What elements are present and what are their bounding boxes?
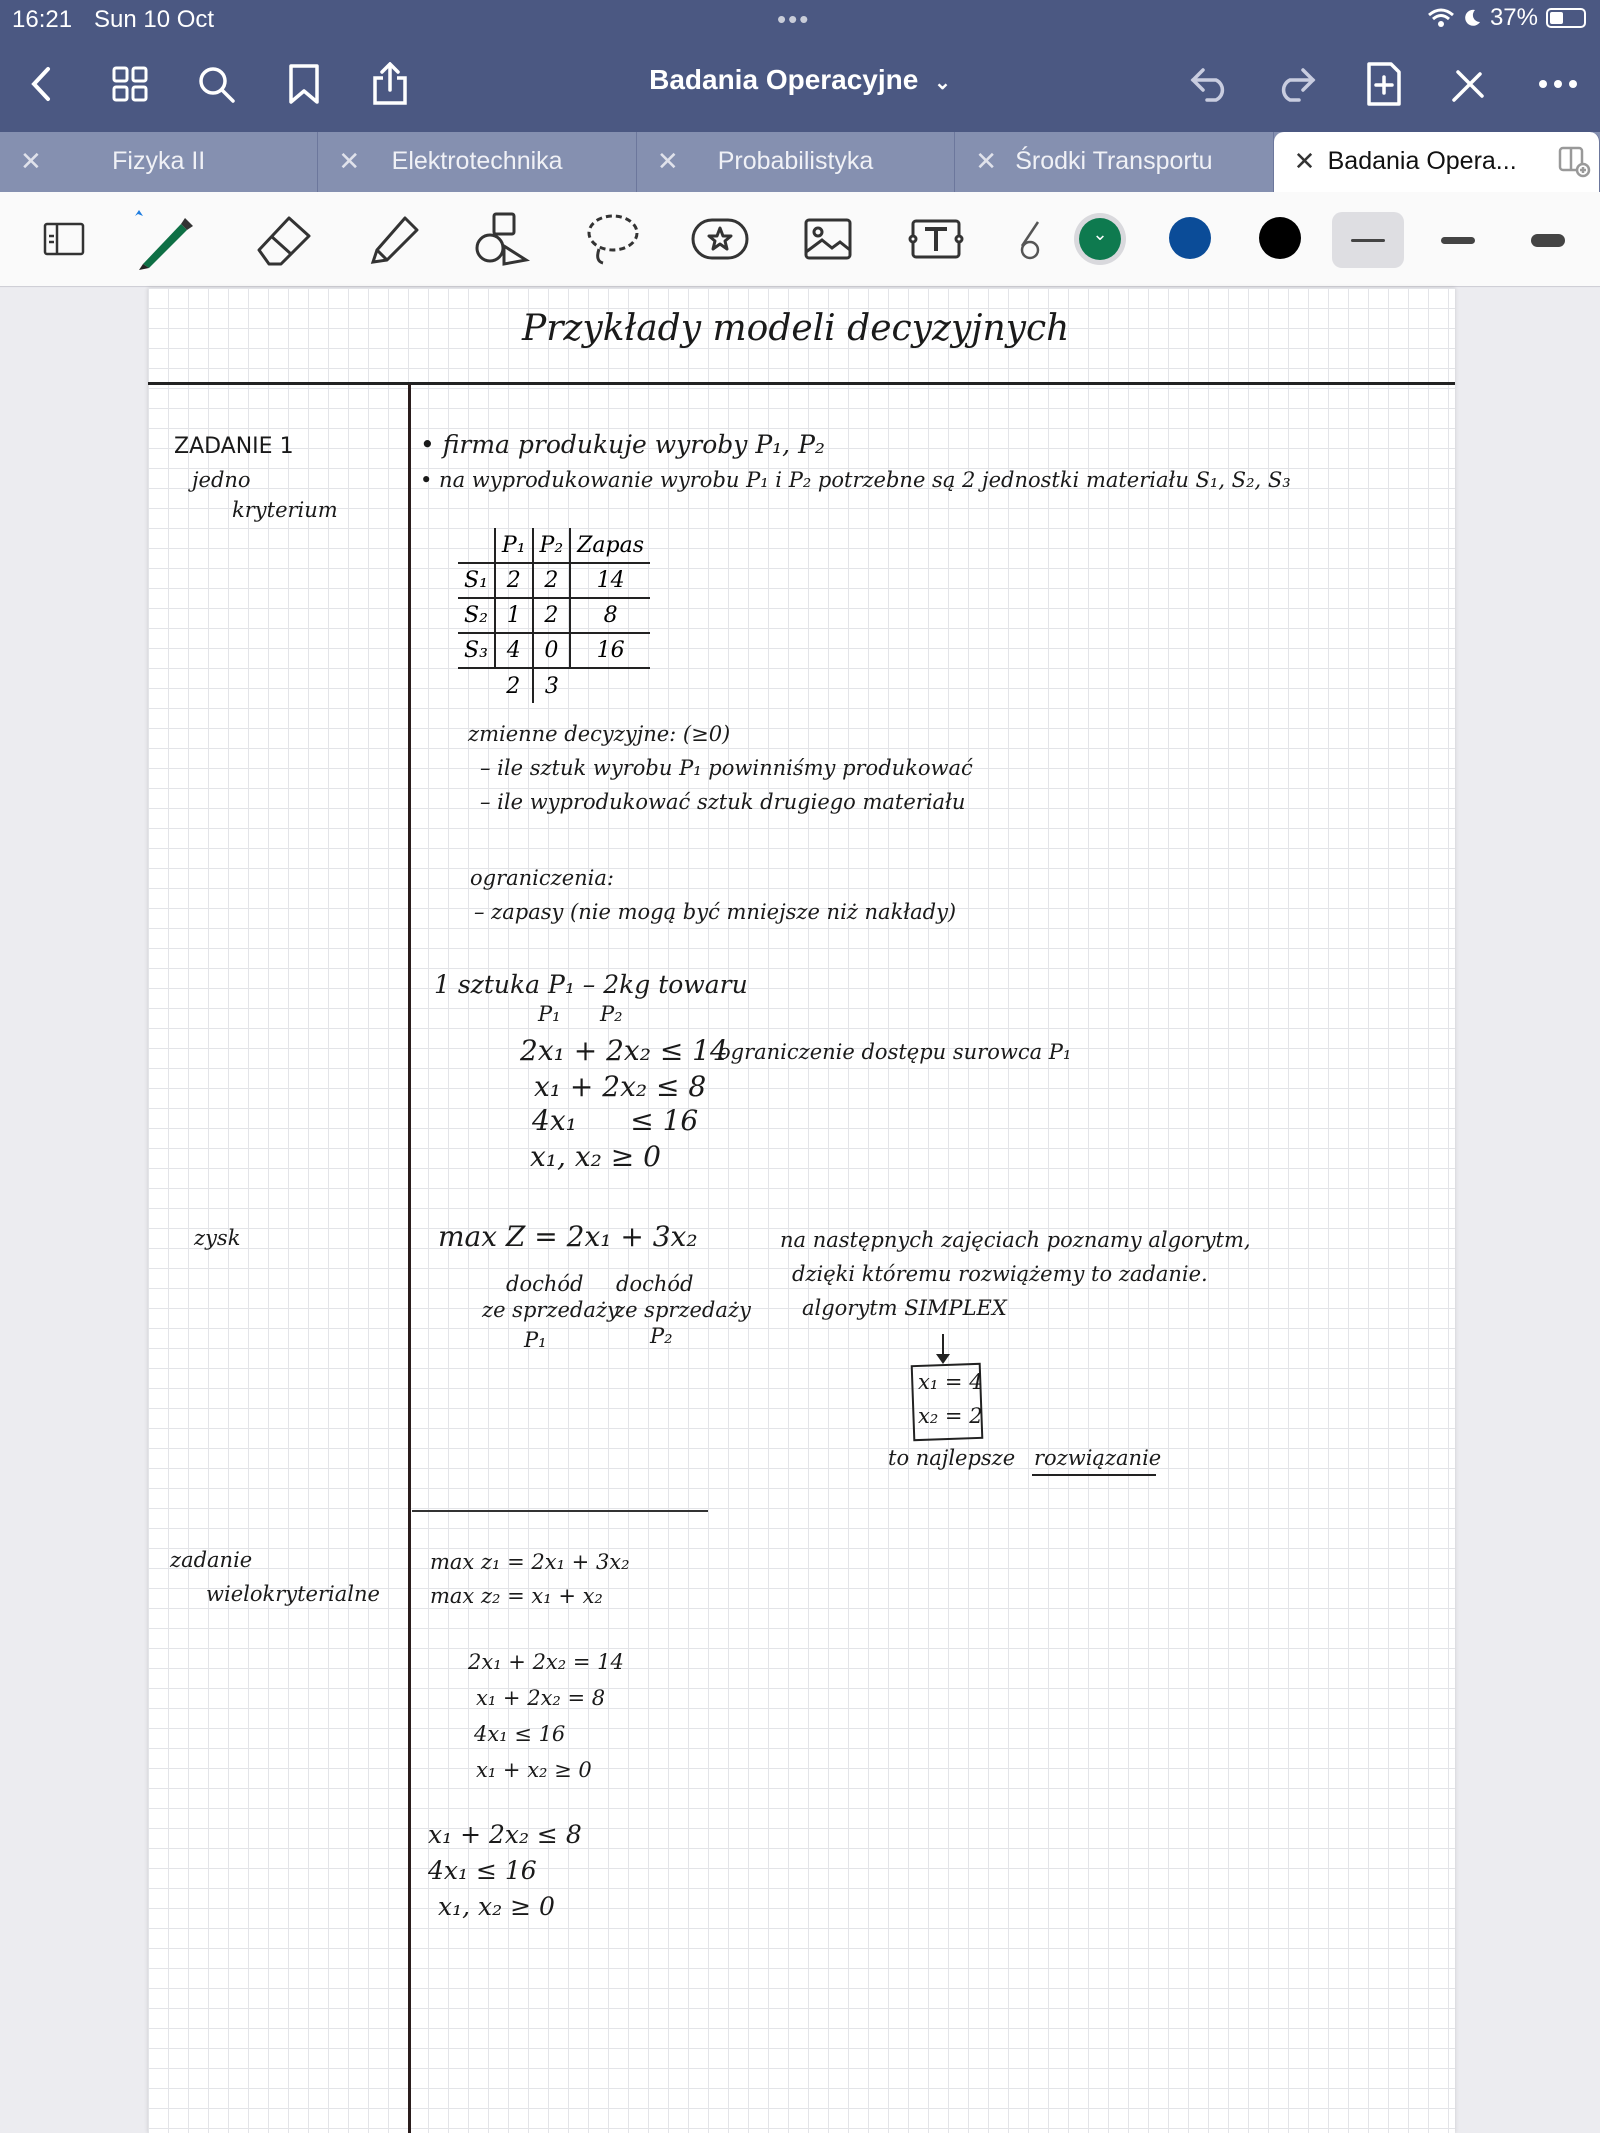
chevron-down-icon: ⌄ [1092,224,1108,244]
laser-pointer-icon[interactable] [1010,206,1046,272]
decision-line-2: – ile wyprodukować sztuk drugiego materiału [480,790,966,814]
stroke-thick-option[interactable] [1512,212,1584,268]
multi-extra-2: 4x₁ ≤ 16 [428,1856,537,1885]
top-bar [0,0,1600,135]
document-title[interactable]: Badania Operacyjne ⌄ [649,64,951,95]
pen-off-icon[interactable] [1446,60,1494,108]
solution-x2: x₂ = 2 [918,1404,983,1428]
lasso-tool-icon[interactable] [576,206,648,272]
tab-srodki-transportu[interactable]: ✕ Środki Transportu [955,132,1273,192]
status-bar [0,0,1600,40]
income-p2-a: dochód [616,1272,694,1296]
constraints-head: ograniczenia: [470,866,614,890]
decision-head: zmienne decyzyjne: (≥0) [468,722,731,746]
image-tool-icon[interactable] [792,206,864,272]
undo-icon[interactable] [1186,60,1234,108]
best-solution-b: rozwiązanie [1034,1446,1162,1470]
tab-bar [0,132,1600,192]
income-p1-b: ze sprzedaży [482,1298,619,1322]
split-view-icon[interactable] [1557,144,1591,185]
solution-x1: x₁ = 4 [918,1370,983,1394]
multitasking-dots-icon[interactable]: ••• [777,4,811,34]
tab-probabilistyka[interactable]: ✕ Probabilistyka [637,132,955,192]
multi-extra-1: x₁ + 2x₂ ≤ 8 [428,1820,582,1849]
grid-view-icon[interactable] [106,60,154,108]
equation-1: 2x₁ + 2x₂ ≤ 14 [520,1034,728,1067]
battery-icon [1546,8,1586,28]
objective-function: max Z = 2x₁ + 3x₂ [438,1220,698,1253]
simplex-note-2: dzięki któremu rozwiążemy to zadanie. [792,1262,1208,1286]
shapes-tool-icon[interactable] [466,206,538,272]
color-black-swatch[interactable] [1259,217,1301,259]
table-row: 2 3 [458,668,650,703]
battery-percent: 37% [1489,4,1538,31]
simplex-note-3: algorytm SIMPLEX [802,1296,1007,1320]
constraints-line-1: – zapasy (nie mogą być mniejsze niż nakłady) [474,900,957,924]
tab-badania-operacyjne[interactable]: ✕ Badania Opera... [1274,132,1600,192]
highlighter-tool-icon[interactable] [358,206,430,272]
stroke-medium-option[interactable] [1422,212,1494,268]
sticker-tool-icon[interactable] [684,206,756,272]
equation-1-note: ograniczenie dostępu surowca P₁ [718,1040,1072,1064]
status-time: 16:21 [12,6,73,33]
margin-line [408,384,411,2133]
close-tab-icon[interactable]: ✕ [338,146,361,176]
status-right [1428,4,1586,32]
best-solution-a: to najlepsze [888,1446,1016,1470]
bookmark-icon[interactable] [280,60,328,108]
multi-extra-3: x₁, x₂ ≥ 0 [438,1892,555,1921]
moon-icon [1462,8,1482,28]
table-row: S₃ 4 0 16 [458,633,650,668]
close-tab-icon[interactable]: ✕ [975,146,998,176]
task1-sub1: jedno [192,468,251,492]
eraser-tool-icon[interactable] [248,206,320,272]
income-p2-c: P₂ [650,1324,673,1348]
income-p1-c: P₁ [524,1328,547,1352]
note-page[interactable] [148,288,1455,2133]
stroke-thin-option[interactable] [1332,212,1404,268]
eq-p2-label: P₂ [600,1002,623,1026]
table-header-row: P₁ P₂ Zapas [458,528,650,563]
pen-tool-icon[interactable] [124,206,196,272]
material-table [458,528,650,703]
task2-label-b: wielokryterialne [206,1582,380,1606]
task1-sub2: kryterium [232,498,338,522]
bullet-2: • na wyprodukowanie wyrobu P₁ i P₂ potrzebne są 2 jednostki materiału S₁, S₂, S₃ [420,468,1291,492]
close-tab-icon[interactable]: ✕ [20,146,42,176]
equation-2: x₁ + 2x₂ ≤ 8 [534,1070,707,1103]
color-green-swatch[interactable] [1079,218,1121,260]
wifi-icon [1428,8,1454,28]
bullet-1: • firma produkuje wyroby P₁, P₂ [420,430,825,459]
best-underline [1032,1474,1156,1476]
drawing-toolbar [0,192,1600,287]
multi-constraint-4: x₁ + x₂ ≥ 0 [476,1758,592,1782]
chevron-down-icon: ⌄ [934,72,951,94]
note-title: Przykłady modeli decyzyjnych [522,308,1070,349]
eq-p1-label: P₁ [538,1002,561,1026]
multi-objective-2: max z₂ = x₁ + x₂ [430,1584,603,1608]
income-p2-b: ze sprzedaży [614,1298,751,1322]
multi-constraint-1: 2x₁ + 2x₂ = 14 [468,1650,624,1674]
color-blue-swatch[interactable] [1169,217,1211,259]
task1-label: ZADANIE 1 [174,434,294,459]
arrow-down-icon [942,1334,944,1362]
close-tab-icon[interactable]: ✕ [1293,146,1316,176]
table-row: S₁ 2 2 14 [458,563,650,598]
tab-fizyka[interactable]: ✕ Fizyka II [0,132,318,192]
unit-note: 1 sztuka P₁ – 2kg towaru [434,970,748,999]
equation-3: 4x₁ ≤ 16 [532,1104,699,1137]
add-page-icon[interactable] [1360,60,1408,108]
back-icon[interactable] [18,60,66,108]
pages-panel-icon[interactable] [28,206,100,272]
title-divider [148,382,1455,385]
more-icon[interactable] [1534,60,1582,108]
text-tool-icon[interactable] [900,206,972,272]
redo-icon[interactable] [1272,60,1320,108]
section-divider [412,1510,708,1512]
simplex-note-1: na następnych zajęciach poznamy algorytm, [780,1228,1251,1252]
multi-objective-1: max z₁ = 2x₁ + 3x₂ [430,1550,630,1574]
equation-4: x₁, x₂ ≥ 0 [530,1140,661,1173]
multi-constraint-3: 4x₁ ≤ 16 [474,1722,566,1746]
task2-label-a: zadanie [170,1548,253,1572]
income-p1-a: dochód [506,1272,584,1296]
table-row: S₂ 1 2 8 [458,598,650,633]
tab-elektrotechnika[interactable]: ✕ Elektrotechnika [318,132,636,192]
decision-line-1: – ile sztuk wyrobu P₁ powinniśmy produkować [480,756,973,780]
multi-constraint-2: x₁ + 2x₂ = 8 [476,1686,606,1710]
profit-label: zysk [194,1226,241,1250]
close-tab-icon[interactable]: ✕ [656,146,679,176]
share-icon[interactable] [366,60,414,108]
status-date: Sun 10 Oct [94,6,215,33]
search-icon[interactable] [192,60,240,108]
